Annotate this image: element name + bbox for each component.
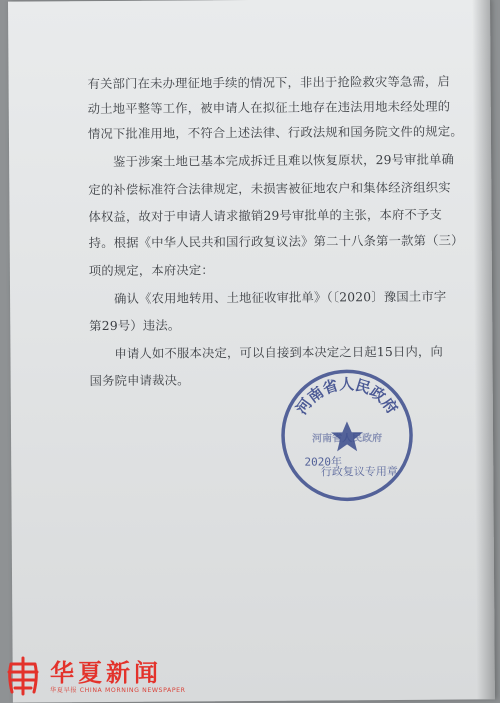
seal-number-text: 行政复议专用章 — [320, 464, 398, 479]
text-line-3: 情况下批准用地，不符合上述法律、行政法规和国务院文件的规定。 — [87, 124, 463, 142]
text-line-10: 第29号）违法。 — [89, 318, 181, 334]
text-line-9: 确认《农用地转用、土地征收审批单》（〔2020〕豫国土市字 — [89, 289, 447, 307]
seal-date-text: 2020年 — [304, 455, 343, 469]
text-line-8: 项的规定，本府决定： — [88, 263, 214, 279]
text-line-12: 国务院申请裁决。 — [89, 373, 190, 389]
huaxia-logo-icon — [6, 656, 40, 696]
text-line-6: 体权益，故对于申请人请求撤销29号审批单的主张，本府不予支 — [88, 207, 443, 225]
document-page — [8, 0, 495, 703]
logo-chinese-text: 华夏新闻 — [50, 659, 162, 687]
text-line-4: 鉴于涉案土地已基本完成拆迁且难以恢复原状，29号审批单确 — [88, 152, 455, 170]
text-line-5: 定的补偿标准符合法律规定，未损害被征地农户和集体经济组织实 — [88, 180, 451, 198]
text-line-11: 申请人如不服本决定，可以自接到本决定之日起15日内，向 — [89, 344, 443, 362]
seal-arc-text: 河南省人民政府 — [292, 375, 402, 418]
logo-english-text: 华夏早报 CHINA MORNING NEWSPAPER — [50, 687, 186, 694]
text-line-2: 动土地平整等工作，被申请人在拟征土地存在违法用地未经处理的 — [87, 99, 451, 117]
official-seal — [279, 367, 416, 504]
news-logo-banner — [0, 652, 500, 701]
text-line-7: 持。根据《中华人民共和国行政复议法》第二十八条第一款第（三） — [88, 233, 464, 251]
text-line-1: 有关部门在未办理征地手续的情况下，非出于抢险救灾等急需，启 — [87, 74, 451, 92]
seal-center-text: 河南省人民政府 — [312, 433, 383, 445]
